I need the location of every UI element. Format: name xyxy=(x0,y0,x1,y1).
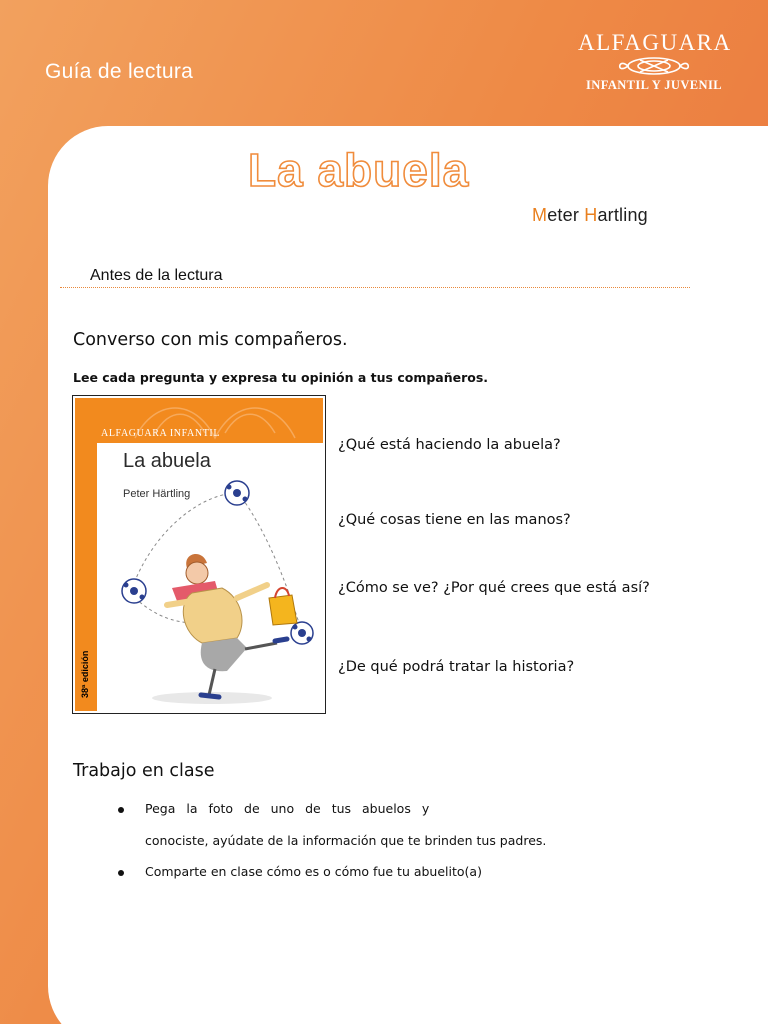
publisher-logo xyxy=(578,30,730,93)
question-1: ¿Qué está haciendo la abuela? xyxy=(338,437,561,453)
book-edition: 38ª edición xyxy=(80,650,90,698)
book-series: ALFAGUARA INFANTIL xyxy=(101,428,221,439)
author-first-initial: M xyxy=(532,205,548,225)
bullet-icon xyxy=(118,870,124,876)
book-author: Peter Härtling xyxy=(123,488,191,500)
page-title: La abuela xyxy=(248,144,470,196)
soccer-ball-icon xyxy=(291,622,313,644)
question-3: ¿Cómo se ve? ¿Por qué crees que está así? xyxy=(338,580,650,596)
author-first-rest: eter xyxy=(547,205,585,225)
author-name xyxy=(532,205,648,226)
task-2: Comparte en clase cómo es o cómo fue tu abuelito(a) xyxy=(145,864,482,879)
question-4: ¿De qué podrá tratar la historia? xyxy=(338,659,575,675)
handbag-icon xyxy=(269,588,297,625)
book-cover-frame xyxy=(75,398,323,711)
task-1-continuation: conociste, ayúdate de la información que te brinden tus padres. xyxy=(145,833,547,848)
heading-converso: Converso con mis compañeros. xyxy=(73,330,348,350)
dotted-divider xyxy=(60,287,690,288)
grandmother-juggling-illustration xyxy=(97,473,323,708)
task-1: Pega la foto de uno de tus abuelos y xyxy=(145,801,430,816)
heading-trabajo: Trabajo en clase xyxy=(73,761,215,781)
celtic-knot-icon xyxy=(614,55,694,77)
instruction-text: Lee cada pregunta y expresa tu opinión a tus compañeros. xyxy=(73,370,489,385)
book-cover-image xyxy=(72,395,326,714)
section-before-reading: Antes de la lectura xyxy=(90,267,223,284)
publisher-subtitle: INFANTIL Y JUVENIL xyxy=(586,78,722,92)
publisher-name: ALFAGUARA xyxy=(578,30,732,55)
author-last-rest: artling xyxy=(597,205,648,225)
bullet-icon xyxy=(118,807,124,813)
soccer-ball-icon xyxy=(122,579,146,603)
cover-pattern-icon xyxy=(75,398,323,448)
author-last-initial: H xyxy=(584,205,598,225)
question-2: ¿Qué cosas tiene en las manos? xyxy=(338,512,571,528)
guide-label: Guía de lectura xyxy=(45,60,194,83)
soccer-ball-icon xyxy=(225,481,249,505)
book-title: La abuela xyxy=(123,450,211,472)
